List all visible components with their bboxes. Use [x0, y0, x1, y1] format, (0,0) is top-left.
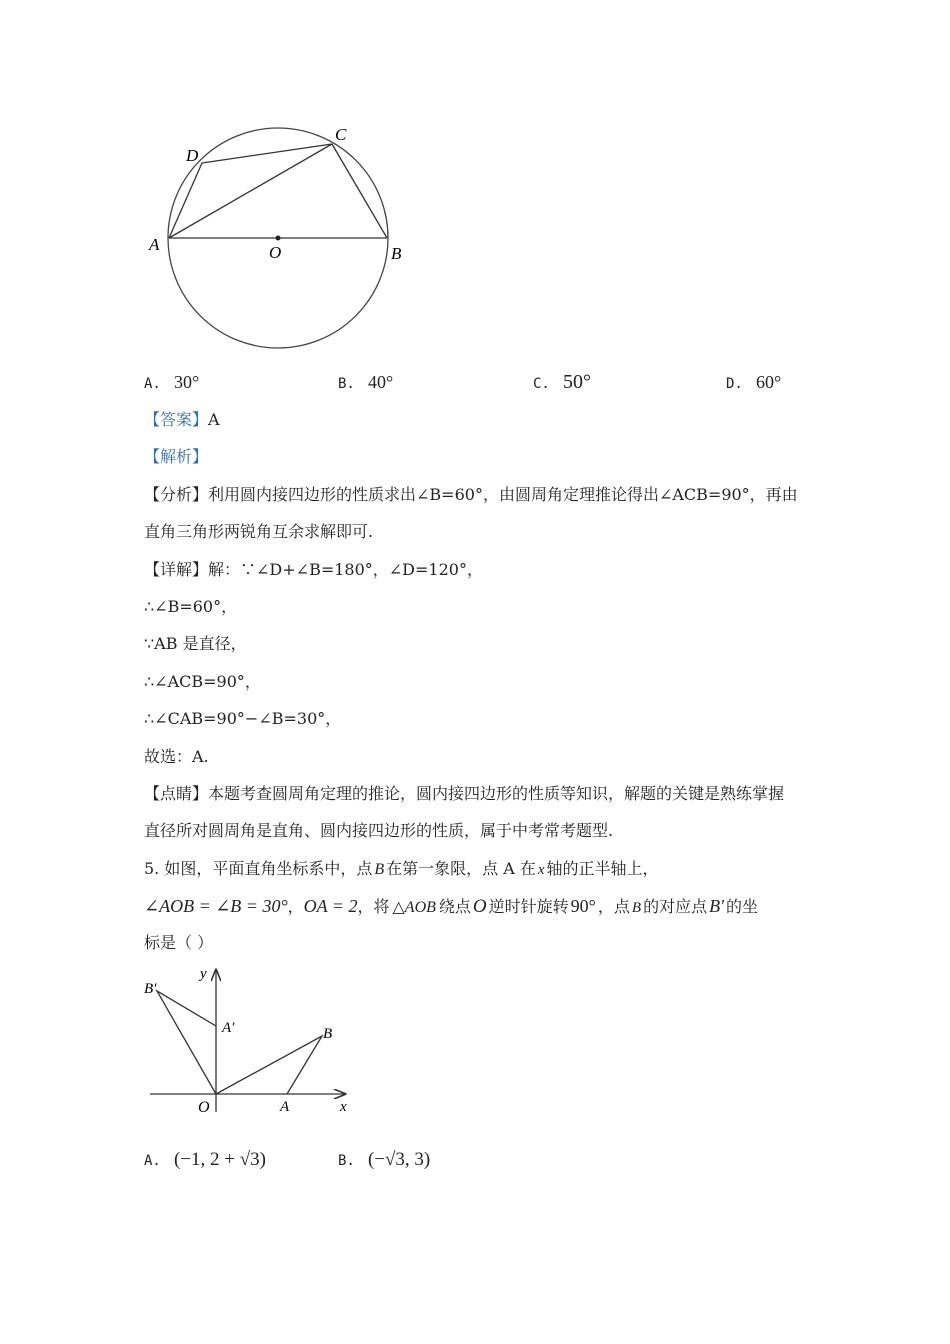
analysis-tag: 【解析】 — [144, 447, 209, 466]
detail-text-1: 解：∵∠D+∠B=180°，∠D=120°， — [208, 560, 483, 579]
fenxi-line-1 — [144, 485, 798, 505]
q5-math: OA = 2 — [303, 896, 358, 916]
q4-option-c — [533, 372, 591, 394]
detail-line-5: ∴∠CAB=90°−∠B=30°， — [144, 709, 342, 728]
triangle-ap-o-bp — [157, 991, 216, 1094]
q4-option-a — [144, 372, 199, 394]
q4-option-d — [726, 372, 781, 394]
fenxi-line-2: 直角三角形两锐角互余求解即可. — [144, 522, 374, 541]
q5-math: B′ — [709, 896, 725, 916]
option-letter: C. — [533, 376, 550, 392]
q5-line-1 — [144, 859, 659, 880]
comment-line-2: 直径所对圆周角是直角、圆内接四边形的性质，属于中考常考题型. — [144, 821, 614, 840]
label-b2: B — [323, 1026, 333, 1042]
label-ap: A′ — [222, 1020, 235, 1036]
label-x: x — [340, 1099, 347, 1115]
coordinate-figure — [140, 960, 365, 1120]
label-c: C — [335, 125, 347, 144]
q5-text: 绕点 — [438, 897, 471, 916]
label-a2: A — [280, 1099, 290, 1115]
comment-tag: 【点睛】 — [144, 784, 209, 803]
q5-math: △AOB — [392, 899, 436, 916]
q5-option-a — [144, 1150, 266, 1171]
q4-option-b — [338, 372, 393, 394]
center-point — [276, 236, 281, 241]
q5-text: ，将 — [357, 897, 390, 916]
detail-tag: 【详解】 — [144, 560, 209, 579]
option-letter: A. — [144, 376, 161, 392]
label-a: A — [149, 235, 160, 254]
fenxi-text-1: 利用圆内接四边形的性质求出∠B=60°，由圆周角定理推论得出∠ACB=90°，再由 — [208, 485, 798, 504]
q5-option-b — [338, 1150, 430, 1171]
detail-line-4: ∴∠ACB=90°， — [144, 672, 261, 691]
option-value: 50° — [562, 371, 591, 393]
fenxi-tag: 【分析】 — [144, 485, 209, 504]
comment-text-1: 本题考查圆周角定理的推论，圆内接四边形的性质等知识，解题的关键是熟练掌握 — [208, 784, 785, 803]
option-letter: B. — [338, 1153, 355, 1169]
option-value: (−1, 2 + √3) — [173, 1149, 266, 1170]
answer-tag: 【答案】 — [144, 410, 209, 429]
segment-cb — [332, 144, 387, 238]
q5-text: 5. 如图，平面直角坐标系中，点 — [144, 859, 373, 878]
detail-line-1 — [144, 560, 483, 580]
q5-line-3: 标是（ ） — [144, 933, 214, 952]
q5-text: ， — [287, 897, 304, 916]
q5-text: 的对应点 — [643, 897, 708, 916]
segment-dc — [202, 144, 332, 163]
answer-line — [144, 410, 220, 430]
detail-line-2: ∴∠B=60°， — [144, 597, 238, 616]
q5-text: 的坐 — [726, 897, 759, 916]
option-letter: D. — [726, 376, 743, 392]
label-b: B — [391, 244, 402, 263]
option-value: (−√3, 3) — [367, 1149, 431, 1170]
q5-text: ，点 — [597, 897, 630, 916]
answer-value: A — [208, 410, 220, 429]
comment-line-1 — [144, 784, 784, 804]
q5-math: x — [537, 862, 545, 878]
q5-math: ∠AOB = ∠B = 30° — [144, 896, 288, 916]
option-letter: A. — [144, 1153, 161, 1169]
label-o2: O — [198, 1099, 210, 1116]
q5-line-2 — [144, 896, 758, 918]
q5-math: O — [472, 896, 487, 917]
option-letter: B. — [338, 376, 355, 392]
option-value: 40° — [367, 372, 394, 392]
detail-line-3: ∵AB 是直径， — [144, 634, 247, 653]
q5-math: 90° — [570, 896, 596, 916]
q5-math: B — [631, 900, 642, 916]
q5-text: 在第一象限，点 A 在 — [386, 859, 536, 878]
label-d: D — [186, 146, 199, 165]
label-bp: B′ — [144, 981, 157, 997]
q5-text: 轴的正半轴上， — [546, 859, 659, 878]
triangle-aob — [216, 1036, 322, 1094]
option-value: 30° — [173, 372, 200, 392]
option-value: 60° — [755, 372, 782, 392]
label-y: y — [200, 966, 207, 982]
detail-line-6: 故选：A. — [144, 747, 209, 766]
q5-math: B — [374, 861, 385, 878]
q5-text: 逆时针旋转 — [488, 897, 569, 916]
circle-figure — [140, 115, 420, 360]
label-o: O — [269, 243, 282, 262]
